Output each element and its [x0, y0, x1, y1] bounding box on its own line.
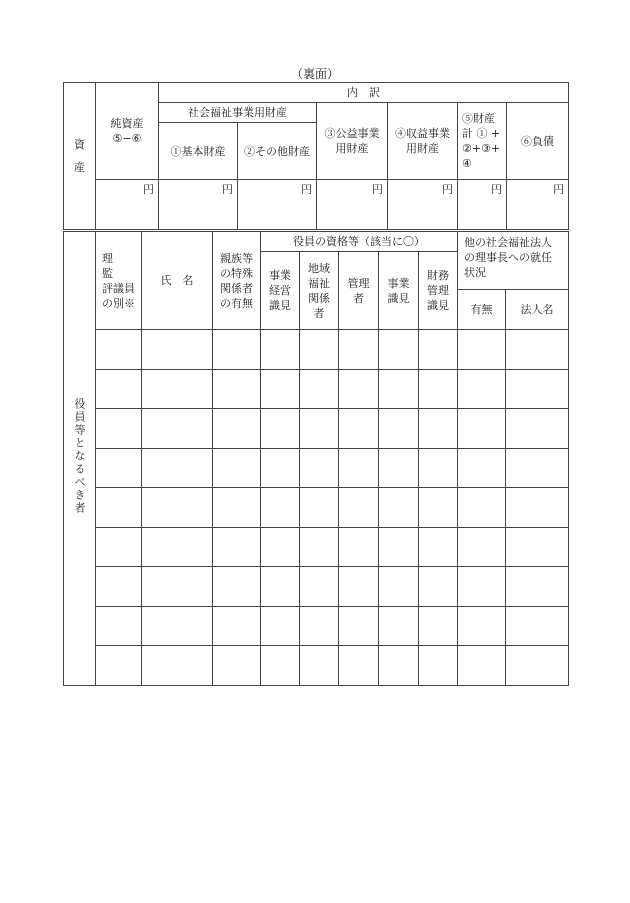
officer-row [64, 330, 569, 370]
net-assets-header: 純資産 ⑤−⑥ [96, 83, 159, 180]
other-corp-name-cell[interactable] [506, 646, 569, 686]
qual-business-insight-cell[interactable] [379, 409, 419, 449]
qual-manager-cell[interactable] [339, 448, 379, 488]
qual-business-mgmt-cell[interactable] [261, 646, 300, 686]
qual-business-insight-cell[interactable] [379, 646, 419, 686]
qual-business-insight-cell[interactable] [379, 488, 419, 528]
qual-business-mgmt-cell[interactable] [261, 606, 300, 646]
other-corp-name-cell[interactable] [506, 527, 569, 567]
page-title: （裏面） [290, 67, 339, 81]
qual-community-cell[interactable] [300, 606, 339, 646]
relatives-cell[interactable] [213, 488, 261, 528]
relatives-cell[interactable] [213, 527, 261, 567]
relatives-cell[interactable] [213, 409, 261, 449]
other-property-header: ②その他財産 [238, 123, 317, 180]
qual-community-cell[interactable] [300, 448, 339, 488]
property-total-header: ⑤財産 計 ① + ②+③+ ④ [458, 103, 507, 180]
officer-row [64, 448, 569, 488]
net-assets-yen[interactable]: 円 [96, 180, 159, 230]
qual-community-cell[interactable] [300, 409, 339, 449]
relatives-cell[interactable] [213, 567, 261, 607]
qual-manager-cell[interactable] [339, 369, 379, 409]
liabilities-yen[interactable]: 円 [507, 180, 569, 230]
basic-property-header: ①基本財産 [159, 123, 238, 180]
qual-community-cell[interactable] [300, 646, 339, 686]
officer-type-cell[interactable] [96, 606, 142, 646]
qual-financial-cell[interactable] [419, 488, 458, 528]
other-corp-presence-cell[interactable] [458, 606, 506, 646]
qual-business-mgmt-cell[interactable] [261, 369, 300, 409]
officer-type-cell[interactable] [96, 369, 142, 409]
officer-type-cell[interactable] [96, 567, 142, 607]
qual-community-header: 地域 福祉 関係 者 [300, 252, 339, 330]
other-property-yen[interactable]: 円 [238, 180, 317, 230]
public-interest-property-header: ③公益事業 用財産 [317, 103, 388, 180]
officer-row [64, 488, 569, 528]
qual-financial-cell[interactable] [419, 606, 458, 646]
name-cell[interactable] [142, 646, 213, 686]
other-corp-presence-cell[interactable] [458, 527, 506, 567]
officer-row [64, 369, 569, 409]
qual-financial-cell[interactable] [419, 646, 458, 686]
other-corp-header: 他の社会福祉法人 の理事長への就任 状況 [458, 232, 569, 290]
other-corp-name-cell[interactable] [506, 369, 569, 409]
qual-community-cell[interactable] [300, 567, 339, 607]
qual-financial-cell[interactable] [419, 409, 458, 449]
public-interest-property-yen[interactable]: 円 [317, 180, 388, 230]
property-total-yen[interactable]: 円 [458, 180, 507, 230]
officer-row [64, 606, 569, 646]
other-corp-name-cell[interactable] [506, 448, 569, 488]
name-cell[interactable] [142, 409, 213, 449]
breakdown-header: 内 訳 [159, 83, 569, 103]
officer-row [64, 527, 569, 567]
qual-manager-cell[interactable] [339, 567, 379, 607]
other-corp-name-cell[interactable] [506, 606, 569, 646]
other-corp-name-cell[interactable] [506, 409, 569, 449]
qual-community-cell[interactable] [300, 369, 339, 409]
officer-row [64, 409, 569, 449]
assets-table [63, 82, 569, 230]
qual-business-mgmt-header: 事業 経営 識見 [261, 252, 300, 330]
other-corp-presence-cell[interactable] [458, 369, 506, 409]
other-corp-presence-cell[interactable] [458, 646, 506, 686]
qual-business-mgmt-cell[interactable] [261, 330, 300, 370]
basic-property-yen[interactable]: 円 [159, 180, 238, 230]
qual-business-mgmt-cell[interactable] [261, 567, 300, 607]
other-corp-name-cell[interactable] [506, 567, 569, 607]
name-cell[interactable] [142, 567, 213, 607]
other-corp-presence-cell[interactable] [458, 330, 506, 370]
qual-business-insight-cell[interactable] [379, 567, 419, 607]
other-corp-presence-cell[interactable] [458, 488, 506, 528]
name-header: 氏 名 [142, 232, 213, 330]
qual-financial-cell[interactable] [419, 527, 458, 567]
relatives-cell[interactable] [213, 330, 261, 370]
name-cell[interactable] [142, 330, 213, 370]
qual-business-mgmt-cell[interactable] [261, 448, 300, 488]
officer-type-cell[interactable] [96, 646, 142, 686]
qual-business-insight-header: 事業 識見 [379, 252, 419, 330]
relatives-cell[interactable] [213, 646, 261, 686]
qual-business-insight-cell[interactable] [379, 448, 419, 488]
presence-header: 有無 [458, 290, 506, 330]
qual-manager-cell[interactable] [339, 646, 379, 686]
qual-business-mgmt-cell[interactable] [261, 488, 300, 528]
officer-row [64, 646, 569, 686]
other-corp-name-cell[interactable] [506, 330, 569, 370]
qual-financial-cell[interactable] [419, 448, 458, 488]
name-cell[interactable] [142, 527, 213, 567]
officers-table [63, 231, 569, 686]
qual-community-cell[interactable] [300, 488, 339, 528]
qual-manager-cell[interactable] [339, 527, 379, 567]
relatives-cell[interactable] [213, 606, 261, 646]
liabilities-header: ⑥負債 [507, 103, 569, 180]
social-welfare-property-header: 社会福祉事業用財産 [159, 103, 317, 123]
qual-business-insight-cell[interactable] [379, 369, 419, 409]
qual-business-insight-cell[interactable] [379, 527, 419, 567]
officer-type-cell[interactable] [96, 527, 142, 567]
qual-manager-cell[interactable] [339, 488, 379, 528]
other-corp-name-cell[interactable] [506, 488, 569, 528]
relatives-header: 親族等 の特殊 関係者 の有無 [213, 232, 261, 330]
qual-manager-cell[interactable] [339, 330, 379, 370]
name-cell[interactable] [142, 448, 213, 488]
name-cell[interactable] [142, 369, 213, 409]
officer-type-cell[interactable] [96, 409, 142, 449]
qual-financial-header: 財務 管理 識見 [419, 252, 458, 330]
revenue-property-yen[interactable]: 円 [388, 180, 458, 230]
name-cell[interactable] [142, 488, 213, 528]
qual-financial-cell[interactable] [419, 330, 458, 370]
assets-section-label: 資 産 [64, 83, 96, 230]
revenue-property-header: ④収益事業 用財産 [388, 103, 458, 180]
qual-manager-cell[interactable] [339, 409, 379, 449]
officer-type-cell[interactable] [96, 448, 142, 488]
name-cell[interactable] [142, 606, 213, 646]
other-corp-presence-cell[interactable] [458, 448, 506, 488]
officer-type-header: 理 監 評議員 の別※ [96, 232, 142, 330]
qual-manager-header: 管理 者 [339, 252, 379, 330]
other-corp-presence-cell[interactable] [458, 567, 506, 607]
qual-community-cell[interactable] [300, 527, 339, 567]
other-corp-presence-cell[interactable] [458, 409, 506, 449]
qual-financial-cell[interactable] [419, 369, 458, 409]
qual-manager-cell[interactable] [339, 606, 379, 646]
qual-business-insight-cell[interactable] [379, 330, 419, 370]
corp-name-header: 法人名 [506, 290, 569, 330]
officer-type-cell[interactable] [96, 330, 142, 370]
qual-business-insight-cell[interactable] [379, 606, 419, 646]
qual-business-mgmt-cell[interactable] [261, 527, 300, 567]
qual-community-cell[interactable] [300, 330, 339, 370]
relatives-cell[interactable] [213, 369, 261, 409]
officer-row [64, 567, 569, 607]
officers-section-label: 役員等となるべき者 [64, 232, 96, 686]
qual-business-mgmt-cell[interactable] [261, 409, 300, 449]
relatives-cell[interactable] [213, 448, 261, 488]
qualifications-header: 役員の資格等（該当に〇） [261, 232, 458, 252]
officer-type-cell[interactable] [96, 488, 142, 528]
qual-financial-cell[interactable] [419, 567, 458, 607]
